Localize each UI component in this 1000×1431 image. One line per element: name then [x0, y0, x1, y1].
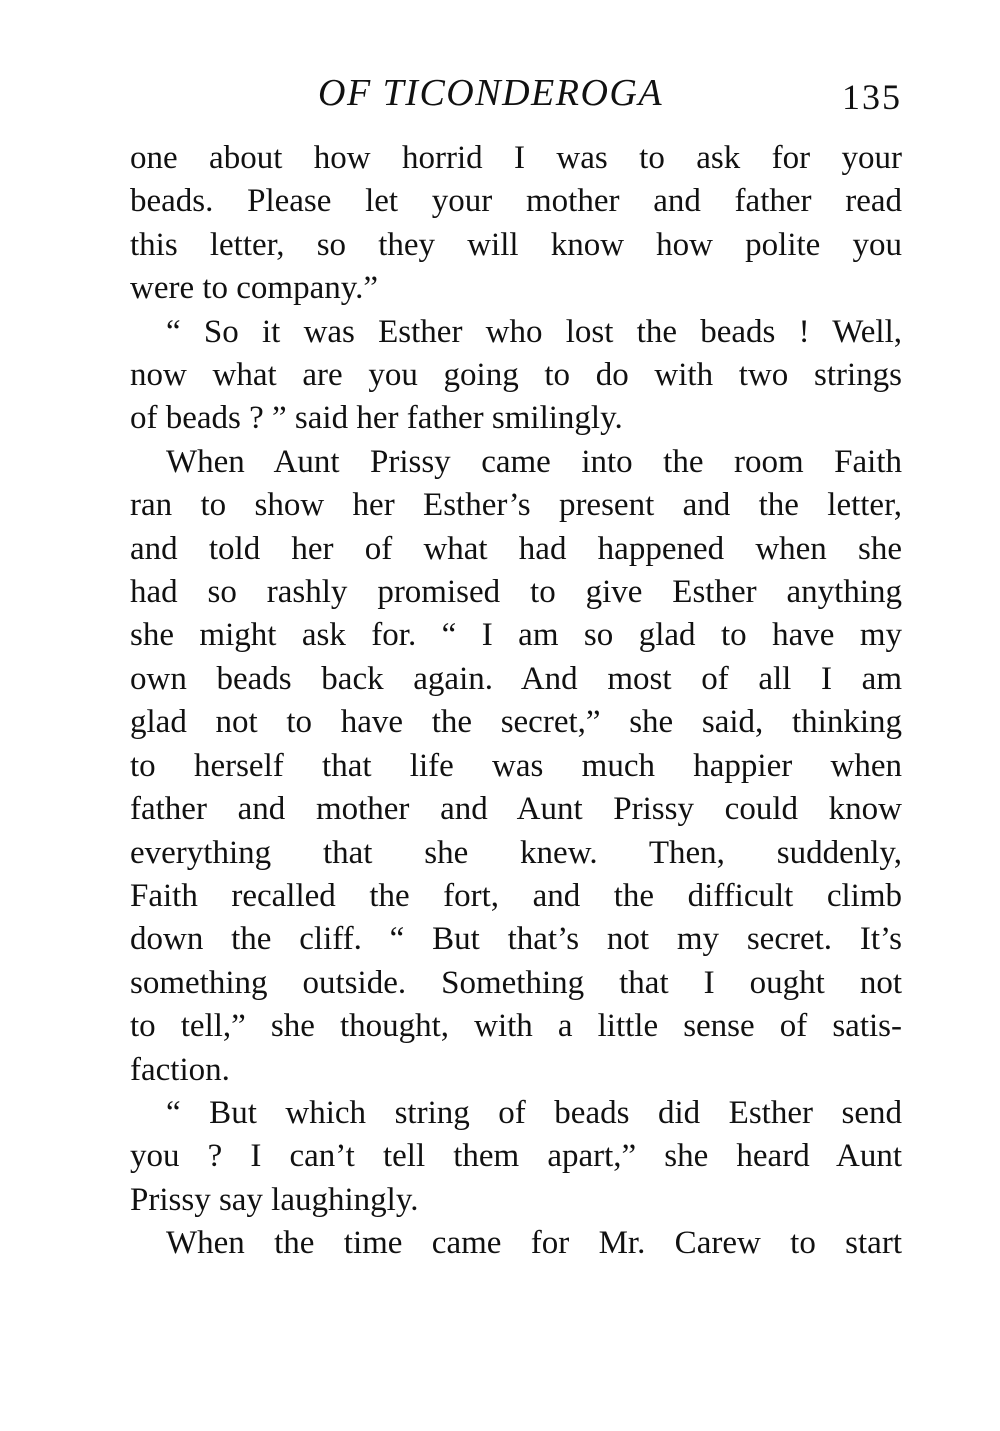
text-line: she might ask for. “ I am so glad to have my	[130, 617, 902, 654]
text-line: When Aunt Prissy came into the room Faith	[166, 443, 902, 480]
paragraph-4	[130, 1092, 902, 1222]
text-line: now what are you going to do with two strings	[130, 357, 902, 394]
text-line: faction.	[130, 1051, 230, 1088]
text-body	[130, 137, 902, 1266]
running-head	[130, 68, 902, 118]
text-line: to tell,” she thought, with a little sense of satis-	[130, 1008, 902, 1045]
text-line: everything that she knew. Then, suddenly,	[130, 834, 902, 871]
text-line: Faith recalled the fort, and the difficult climb	[130, 877, 902, 914]
text-line: and told her of what had happened when she	[130, 530, 902, 567]
text-line: own beads back again. And most of all I am	[130, 660, 902, 697]
text-line: “ But which string of beads did Esther send	[166, 1094, 902, 1131]
text-line: glad not to have the secret,” she said, thinking	[130, 704, 902, 741]
text-line: had so rashly promised to give Esther anything	[130, 574, 902, 611]
text-line: one about how horrid I was to ask for your	[130, 140, 902, 176]
text-line: “ So it was Esther who lost the beads ! Well,	[166, 313, 902, 350]
text-line: you ? I can’t tell them apart,” she heard Aunt	[130, 1138, 902, 1175]
text-line: were to company.”	[130, 270, 378, 307]
text-line: down the cliff. “ But that’s not my secret. It’s	[130, 921, 902, 958]
paragraph-2	[130, 311, 902, 441]
paragraph-3	[130, 441, 902, 1092]
text-line: beads. Please let your mother and father read	[130, 183, 902, 220]
text-line: something outside. Something that I ought not	[130, 964, 902, 1001]
text-line: of beads ? ” said her father smilingly.	[130, 400, 623, 437]
running-title: OF TICONDEROGA	[318, 72, 664, 114]
text-line: ran to show her Esther’s present and the letter,	[130, 487, 902, 524]
text-line: Prissy say laughingly.	[130, 1181, 419, 1218]
page-number: 135	[842, 77, 902, 117]
paragraph-5	[130, 1222, 902, 1265]
text-line: this letter, so they will know how polite you	[130, 226, 902, 263]
paragraph-1	[130, 137, 902, 311]
text-line: to herself that life was much happier when	[130, 747, 902, 784]
text-line: father and mother and Aunt Prissy could know	[130, 791, 902, 828]
text-line: When the time came for Mr. Carew to start	[166, 1225, 902, 1262]
